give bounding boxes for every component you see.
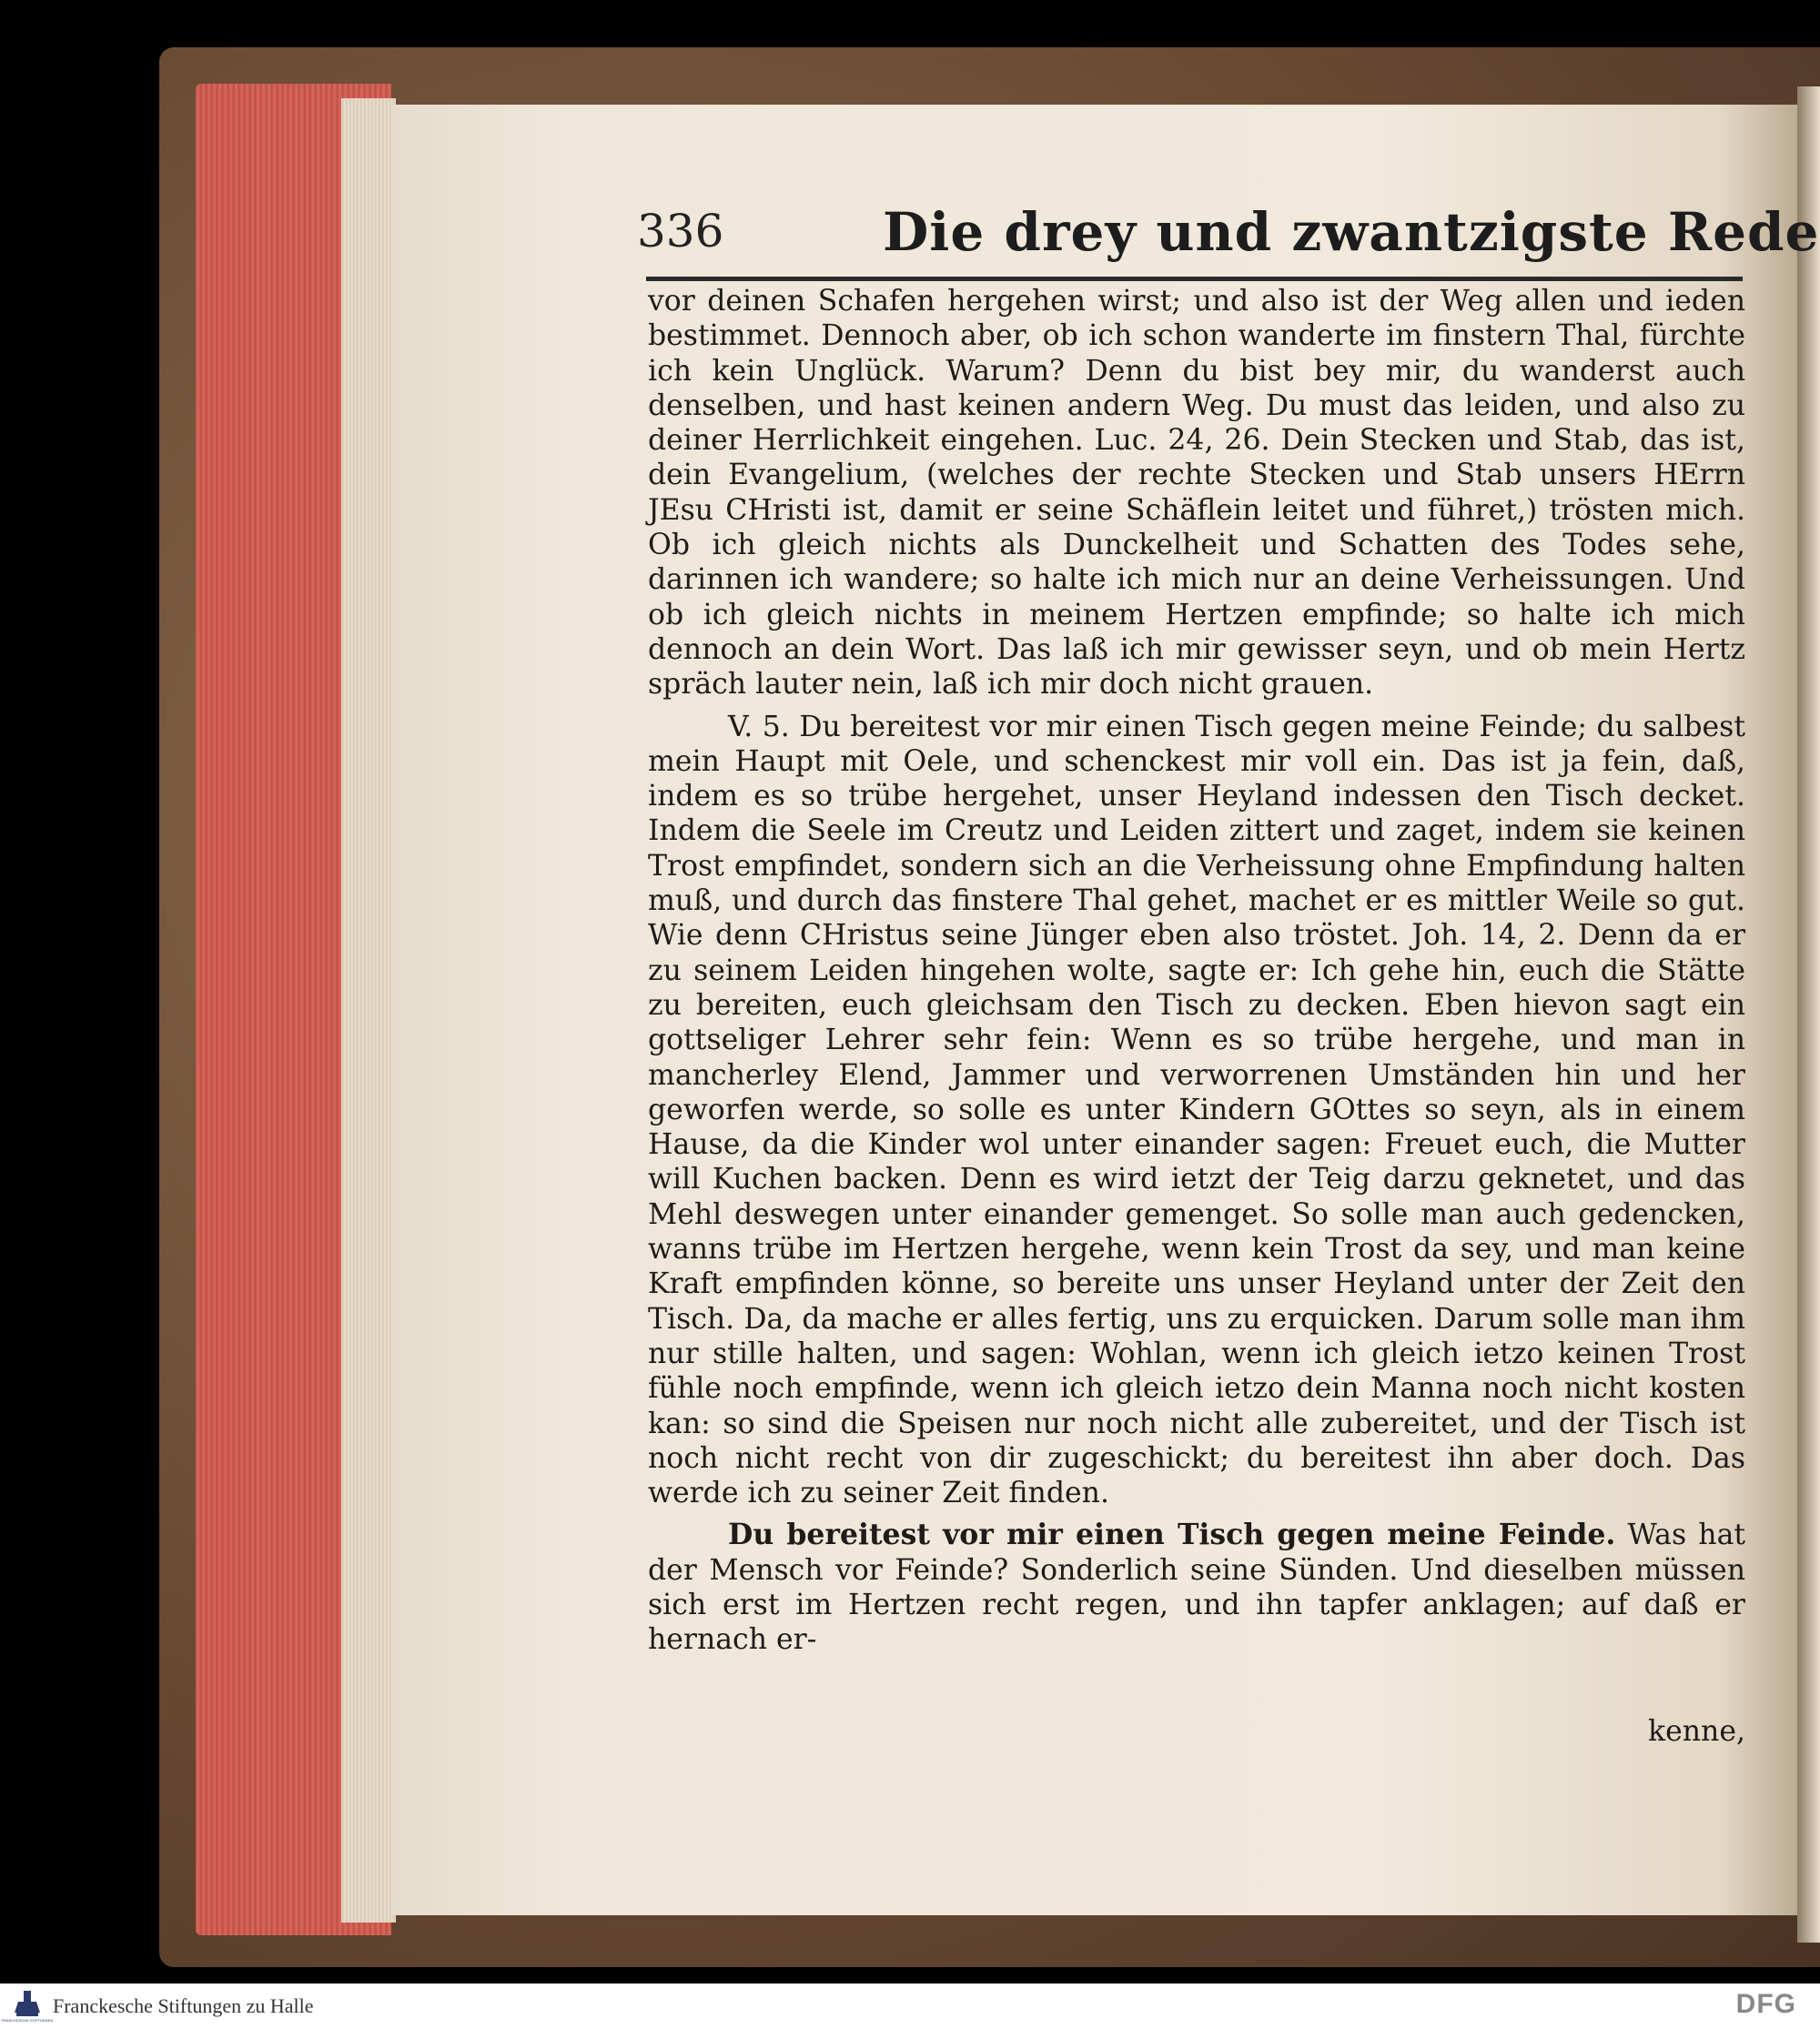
body-text — [648, 284, 1745, 1658]
page-edges-light — [341, 98, 396, 1923]
paragraph: vor deinen Schafen hergehen wirst; und also ist der Weg allen und ieden bestimmet. Dennoch aber, ob ich schon wanderte im finstern Thal, fürchte ich kein Unglück. Warum? Denn du bist bey mir, du wanderst auch denselben, und hast keinen andern Weg. Du must das leiden, und also zu deiner Herrlichkeit eingehen. Luc. 24, 26. Dein Stecken und Stab, das ist, dein Evangelium, (welches der rechte Stecken und Stab unsers HErrn JEsu CHristi ist, damit er seine Schäflein leitet und führet,) trösten mich. Ob ich gleich nichts als Dunckelheit und Schatten des Todes sehe, darinnen ich wandere; so halte ich mich nur an deine Verheissungen. Und ob ich gleich nichts in meinem Hertzen empfinde; so halte ich mich dennoch an dein Wort. Das laß ich mir gewisser seyn, und ob mein Hertz spräch lauter nein, laß ich mir doch nicht grauen. — [648, 285, 1745, 702]
running-head: Die drey und zwantzigste Rede — [883, 201, 1820, 263]
facing-page-edge — [1797, 86, 1820, 1943]
institution-name: Franckesche Stiftungen zu Halle — [53, 1994, 314, 2017]
institution-logo-icon — [1, 1989, 54, 2024]
paragraph-lead: Du bereitest vor mir einen Tisch gegen meine Feinde. — [728, 1518, 1616, 1552]
paragraph — [648, 1518, 1745, 1657]
paragraph: V. 5. Du bereitest vor mir einen Tisch gegen meine Feinde; du salbest mein Haupt mit Oele, und schenckest mir voll ein. Das ist ja fein, daß, indem es so trübe hergehet, unser Heyland indessen den Tisch decket. Indem die Seele im Creutz und Leiden zittert und zaget, indem sie keinen Trost empfindet, sondern sich an die Verheissung ohne Empfindung halten muß, und durch das finstere Thal gehet, machet er es mittler Weile so gut. Wie denn CHristus seine Jünger eben also tröstet. Joh. 14, 2. Denn da er zu seinem Leiden hingehen wolte, sagte er: Ich gehe hin, euch die Stätte zu bereiten, euch gleichsam den Tisch zu decken. Eben hievon sagt ein gottseliger Lehrer sehr fein: Wenn es so trübe hergehe, und man in mancherley Elend, Jammer und verworrenen Umständen hin und her geworfen werde, so solle es unter Kindern GOttes so seyn, als in einem Hause, da die Kinder wol unter einander sagen: Freuet euch, die Mutter will Kuchen backen. Denn es wird ietzt der Teig darzu geknetet, und das Mehl deswegen unter einander gemenget. So solle man auch gedencken, wanns trübe im Hertzen hergehe, wenn kein Trost da sey, und man keine Kraft empfinden könne, so bereite uns unser Heyland unter der Zeit den Tisch. Da, da mache er alles fertig, uns zu erquicken. Darum solle man ihm nur stille halten, und sagen: Wohlan, wenn ich gleich ietzo keinen Trost fühle noch empfinde, wenn ich gleich ietzo dein Manna noch nicht kosten kan: so sind die Speisen nur noch nicht alle zubereitet, und der Tisch ist noch nicht recht von dir zugeschickt; du bereitest ihn aber doch. Das werde ich zu seiner Zeit finden. — [648, 710, 1745, 1510]
dfg-logo: DFG — [1735, 1989, 1796, 2019]
footer-bar — [0, 1984, 1820, 2029]
paragraph-text: Was hat der Mensch vor Feinde? Sonderlich seine Sünden. Und dieselben müssen sich erst im Hertzen recht regen, und ihn tapfer anklagen; auf daß er hernach er- — [648, 1519, 1746, 1657]
catchword: kenne, — [1648, 1715, 1745, 1748]
page-number: 336 — [637, 205, 724, 257]
header-rule — [646, 277, 1743, 281]
logo-caption: FRANCKESCHE STIFTUNGEN — [1, 2018, 54, 2023]
page-header — [637, 201, 1820, 278]
